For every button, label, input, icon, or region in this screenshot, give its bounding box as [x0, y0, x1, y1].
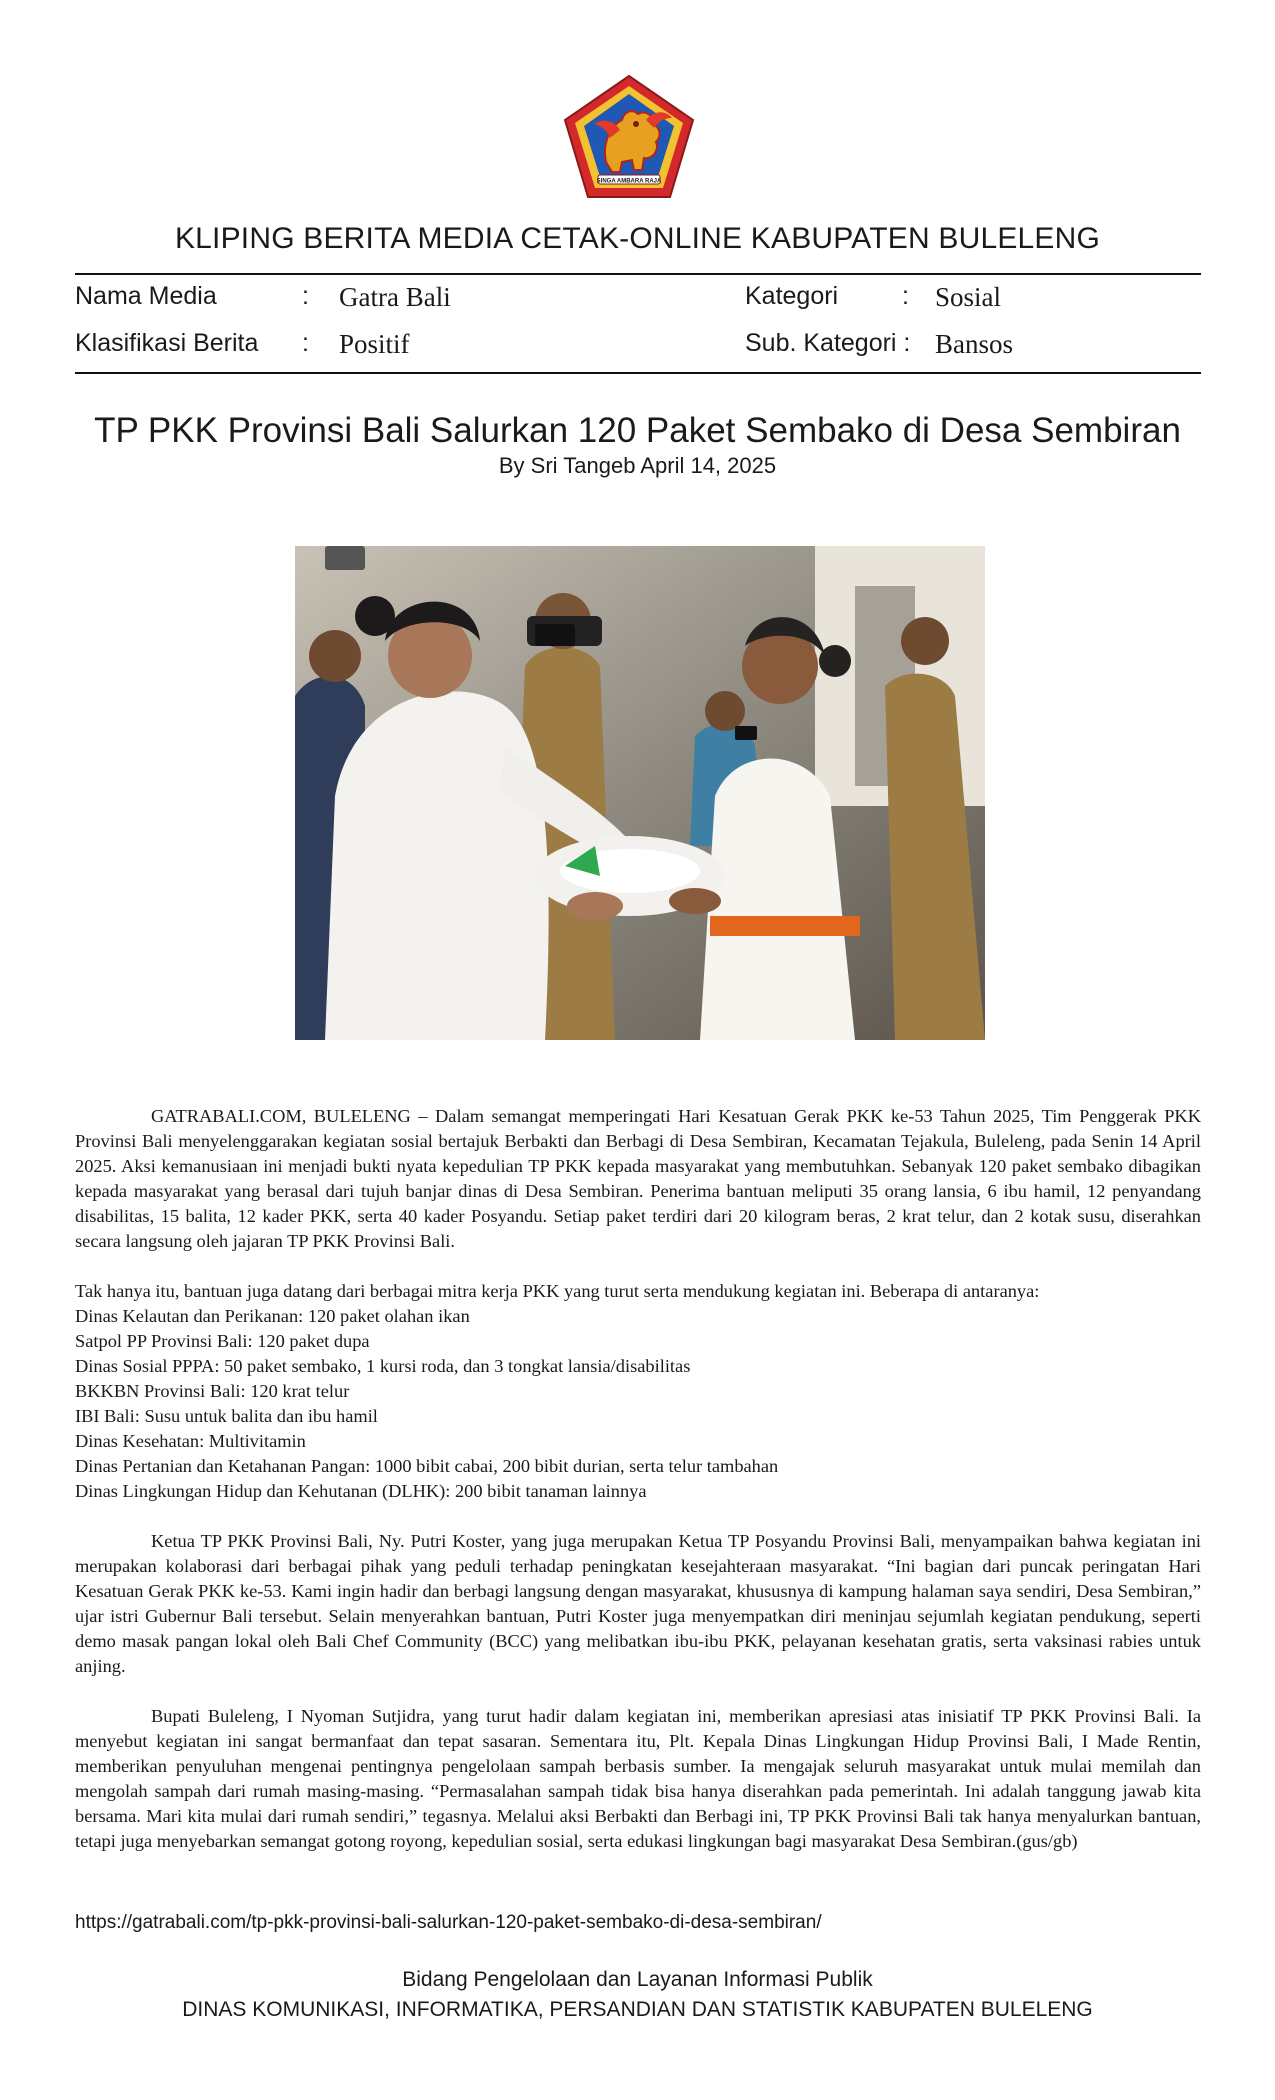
media-value: Gatra Bali [339, 282, 451, 312]
partner-item: Dinas Lingkungan Hidup dan Kehutanan (DLHK): 200 bibit tanaman lainnya [75, 1481, 647, 1501]
article-paragraph-3: Ketua TP PKK Provinsi Bali, Ny. Putri Koster, yang juga merupakan Ketua TP Posyandu Provinsi Bali, menyampaikan bahwa kegiatan ini merupakan kolaborasi dari berbagai pihak yang peduli terhadap peningkatan kesejahteraan masyarakat. “Ini bagian dari puncak peringatan Hari Kesatuan Gerak PKK ke-53. Kami ingin hadir dan berbagi langsung dengan masyarakat, khususnya di kampung halaman saya sendiri, Desa Sembiran,” ujar istri Gubernur Bali tersebut. Selain menyerahkan bantuan, Putri Koster juga menyempatkan diri meninjau sejumlah kegiatan pendukung, seperti demo masak pangan lokal oleh Bali Chef Community (BCC) yang melibatkan ibu-ibu PKK, pelayanan kesehatan gratis, serta vaksinasi rabies untuk anjing. [75, 1531, 1201, 1676]
classification-value: Positif [339, 329, 410, 359]
article-photo [295, 546, 985, 1040]
subcategory-label: Sub. Kategori : [745, 329, 911, 357]
partner-item: Dinas Pertanian dan Ketahanan Pangan: 1000 bibit cabai, 200 bibit durian, serta telur tambahan [75, 1456, 779, 1476]
clipping-header-title: KLIPING BERITA MEDIA CETAK-ONLINE KABUPATEN BULELENG [174, 222, 1101, 255]
subcategory-value: Bansos [935, 329, 1014, 359]
article-paragraph-1: GATRABALI.COM, BULELENG – Dalam semangat memperingati Hari Kesatuan Gerak PKK ke-53 Tahun 2025, Tim Penggerak PKK Provinsi Bali menyelenggarakan kegiatan sosial bertajuk Berbakti dan Berbagi di Desa Sembiran, Kecamatan Tejakula, Buleleng, pada Senin 14 April 2025. Aksi kemanusiaan ini menjadi bukti nyata kepedulian TP PKK kepada masyarakat yang membutuhkan. Sebanyak 120 paket sembako dibagikan kepada masyarakat yang berasal dari tujuh banjar dinas di Desa Sembiran. Penerima bantuan meliputi 35 orang lansia, 6 ibu hamil, 12 penyandang disabilitas, 15 balita, 12 kader PKK, serta 40 kader Posyandu. Setiap paket terdiri dari 20 kilogram beras, 2 krat telur, dan 2 kotak susu, diserahkan secara langsung oleh jajaran TP PKK Provinsi Bali. [75, 1106, 1201, 1251]
media-colon: : [302, 282, 309, 310]
article-body [75, 1104, 1201, 1854]
category-label: Kategori [745, 282, 839, 310]
header-top-divider [75, 273, 1201, 275]
partner-item: Dinas Sosial PPPA: 50 paket sembako, 1 kursi roda, dan 3 tongkat lansia/disabilitas [75, 1356, 691, 1376]
header-bottom-divider [75, 372, 1201, 374]
partner-item: Dinas Kelautan dan Perikanan: 120 paket olahan ikan [75, 1306, 470, 1326]
partner-item: Satpol PP Provinsi Bali: 120 paket dupa [75, 1331, 370, 1351]
partner-item: Dinas Kesehatan: Multivitamin [75, 1431, 306, 1451]
category-colon: : [902, 282, 909, 310]
footer-department: Bidang Pengelolaan dan Layanan Informasi Publik [402, 1968, 873, 1991]
partner-item: IBI Bali: Susu untuk balita dan ibu hamil [75, 1406, 378, 1426]
classification-label: Klasifikasi Berita [75, 329, 259, 357]
article-paragraph-4: Bupati Buleleng, I Nyoman Sutjidra, yang turut hadir dalam kegiatan ini, memberikan apresiasi atas inisiatif TP PKK Provinsi Bali. Ia menyebut kegiatan ini sangat bermanfaat dan tepat sasaran. Sementara itu, Plt. Kepala Dinas Lingkungan Hidup Provinsi Bali, I Made Rentin, memberikan penyuluhan mengenai pentingnya pengelolaan sampah berbasis sumber. Ia mengajak seluruh masyarakat untuk mulai memilah dan mengolah sampah dari rumah masing-masing. “Permasalahan sampah tidak bisa hanya diserahkan pada pemerintah. Ini adalah tanggung jawab kita bersama. Mari kita mulai dari rumah sendiri,” tegasnya. Melalui aksi Berbakti dan Berbagi ini, TP PKK Provinsi Bali tak hanya menyalurkan bantuan, tetapi juga menyebarkan semangat gotong royong, kepedulian sosial, serta edukasi lingkungan bagi masyarakat Desa Sembiran.(gus/gb) [75, 1706, 1201, 1851]
partners-intro: Tak hanya itu, bantuan juga datang dari berbagai mitra kerja PKK yang turut serta mendukung kegiatan ini. Beberapa di antaranya: [75, 1281, 1040, 1301]
article-byline: By Sri Tangeb April 14, 2025 [498, 453, 777, 478]
classification-colon: : [302, 329, 309, 357]
partner-list [75, 1304, 1201, 1504]
partner-item: BKKBN Provinsi Bali: 120 krat telur [75, 1381, 350, 1401]
source-url-link[interactable]: https://gatrabali.com/tp-pkk-provinsi-bali-salurkan-120-paket-sembako-di-desa-sembiran/ [75, 1912, 822, 1933]
media-label: Nama Media [75, 282, 217, 310]
category-value: Sosial [935, 282, 1002, 312]
footer-agency: DINAS KOMUNIKASI, INFORMATIKA, PERSANDIAN DAN STATISTIK KABUPATEN BULELENG [182, 1998, 1093, 2021]
buleleng-emblem-logo [562, 74, 696, 200]
article-title: TP PKK Provinsi Bali Salurkan 120 Paket Sembako di Desa Sembiran [94, 411, 1181, 450]
logo-motto: SINGA AMBARA RAJA [596, 178, 662, 185]
